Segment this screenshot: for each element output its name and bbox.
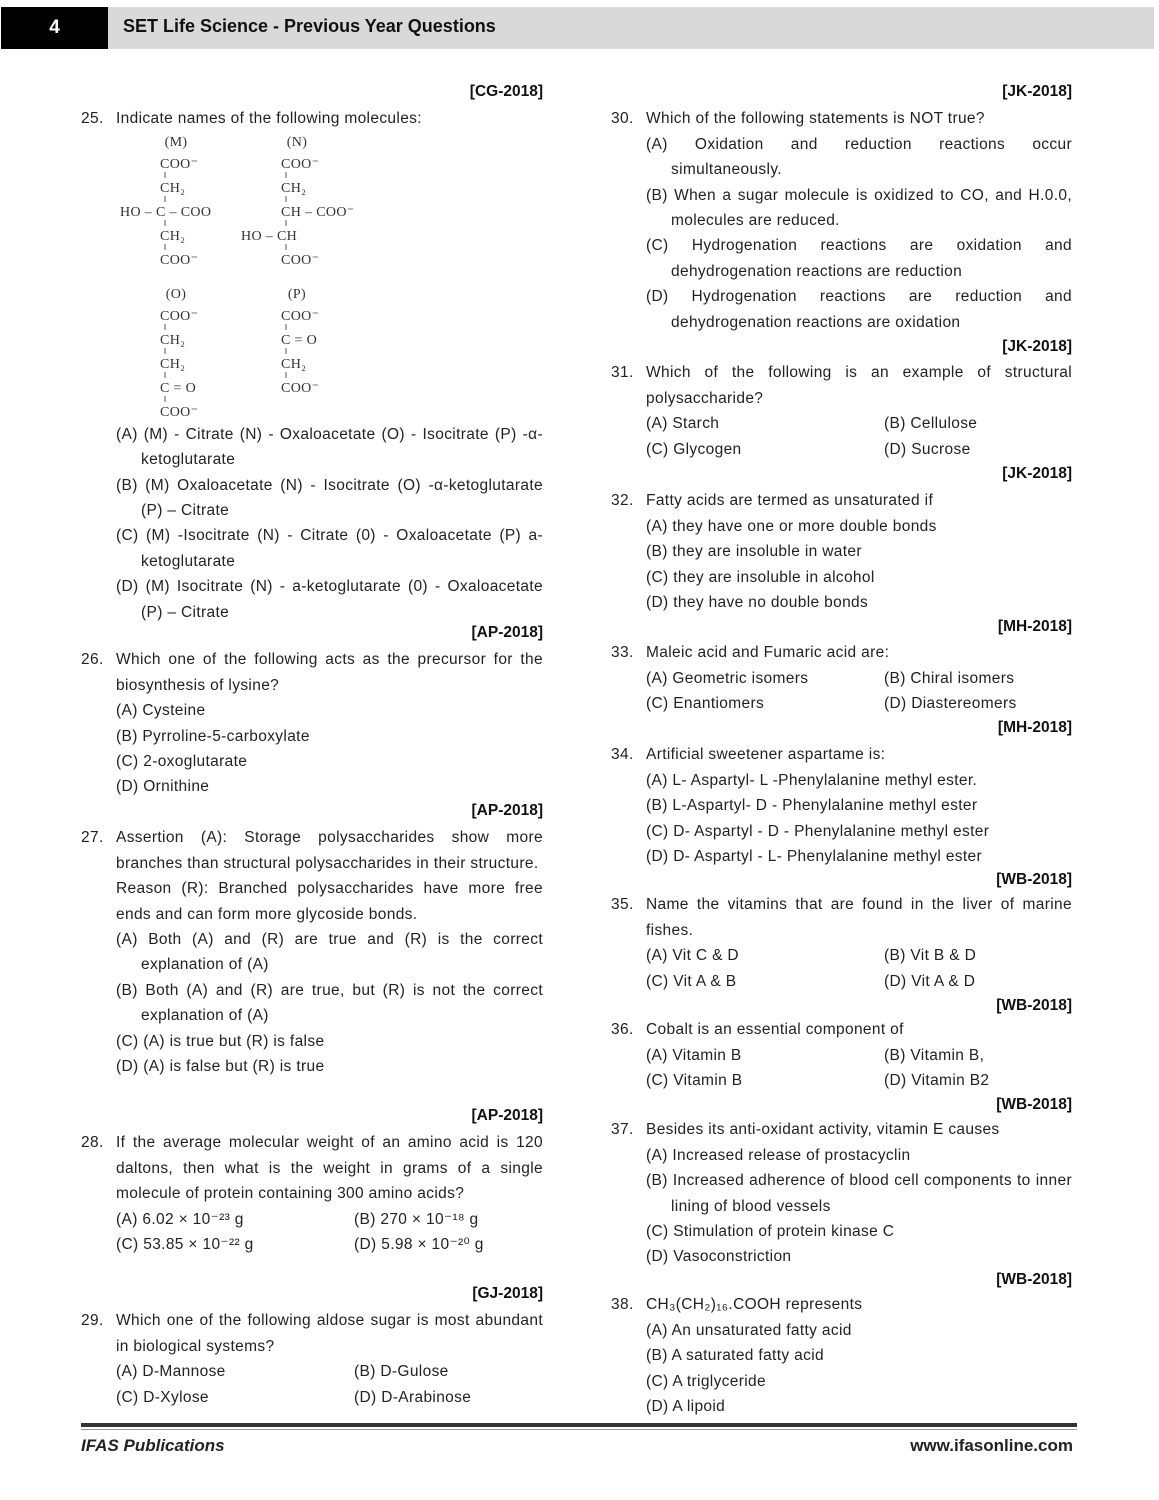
- source-tag: [MH-2018]: [997, 719, 1072, 736]
- options-list: [646, 132, 1072, 335]
- source-tag: [JK-2018]: [1002, 338, 1072, 355]
- question-text: Cobalt is an essential component of: [646, 1021, 904, 1039]
- option-d[interactable]: (D) (M) Isocitrate (N) - a-ketoglutarate (0) - Oxaloacetate (P) – Citrate: [116, 578, 543, 621]
- option-b[interactable]: (B) When a sugar molecule is oxidized to CO, and H.0.0, molecules are reduced.: [646, 186, 1072, 229]
- option-a[interactable]: (A) (M) - Citrate (N) - Oxaloacetate (O) - Isocitrate (P) -α-ketoglutarate: [116, 425, 543, 469]
- question-text: Which one of the following aldose sugar is most abundant in biological systems?: [116, 1312, 543, 1355]
- option-b[interactable]: (B) they are insoluble in water: [646, 543, 862, 561]
- question-number: 26.: [81, 651, 104, 669]
- options-list: [646, 411, 1072, 462]
- option-b[interactable]: (B) Increased adherence of blood cell components to inner lining of blood vessels: [646, 1172, 1072, 1215]
- molecule-group: COO⁻: [281, 308, 320, 324]
- option-b[interactable]: (B) A saturated fatty acid: [646, 1347, 824, 1365]
- reason-text: Reason (R): Branched polysaccharides have more free ends and can form more glycoside bonds.: [116, 880, 543, 923]
- source-tag: [AP-2018]: [471, 624, 543, 641]
- option-c[interactable]: (C) A triglyceride: [646, 1372, 766, 1390]
- question-body: [646, 742, 1072, 869]
- question-body: [116, 1308, 543, 1410]
- question-text: Indicate names of the following molecules:: [116, 110, 422, 128]
- footer-divider-thin: [81, 1429, 1077, 1430]
- option-d[interactable]: (D) Ornithine: [116, 778, 210, 796]
- question-body: [116, 106, 543, 625]
- source-tag: [AP-2018]: [471, 1107, 543, 1124]
- source-tag: [CG-2018]: [469, 83, 543, 100]
- option-d[interactable]: (D) A lipoid: [646, 1397, 726, 1415]
- question-37: [611, 1117, 1072, 1269]
- option-d[interactable]: (D) D-Arabinose: [354, 1388, 472, 1406]
- question-body: [646, 892, 1072, 994]
- option-c[interactable]: (C) D-Xylose: [116, 1388, 209, 1406]
- question-number: 25.: [81, 110, 104, 128]
- molecule-group: CH₂: [160, 332, 186, 348]
- question-27: [81, 825, 543, 1079]
- option-c[interactable]: (C) they are insoluble in alcohol: [646, 568, 875, 586]
- question-body: [646, 488, 1072, 615]
- options-list: [116, 927, 543, 1079]
- source-tag: [WB-2018]: [996, 871, 1072, 888]
- option-a[interactable]: (A) Oxidation and reduction reactions occur simultaneously.: [646, 135, 1072, 179]
- molecule-group: COO⁻: [160, 156, 199, 172]
- question-text: Maleic acid and Fumaric acid are:: [646, 644, 890, 662]
- question-31: [611, 360, 1072, 462]
- options-list: [646, 1143, 1072, 1270]
- question-32: [611, 488, 1072, 615]
- option-d[interactable]: (D) D- Aspartyl - L- Phenylalanine methyl ester: [646, 847, 983, 865]
- source-tag: [WB-2018]: [996, 1096, 1072, 1113]
- source-tag: [JK-2018]: [1002, 465, 1072, 482]
- molecule-group: CH₂: [160, 228, 186, 244]
- page-title: SET Life Science - Previous Year Questions: [123, 16, 496, 36]
- question-number: 33.: [611, 644, 634, 662]
- source-tag: [WB-2018]: [996, 1271, 1072, 1288]
- option-c[interactable]: (C) Stimulation of protein kinase C: [646, 1222, 895, 1240]
- question-body: [116, 825, 543, 1079]
- question-body: [646, 360, 1072, 462]
- question-33: [611, 640, 1072, 716]
- question-29: [81, 1308, 543, 1410]
- page-number: 4: [1, 7, 108, 49]
- options-list: [646, 666, 1072, 717]
- option-d[interactable]: (D) they have no double bonds: [646, 593, 869, 611]
- options-list: [646, 768, 1072, 870]
- option-d[interactable]: (D) Vasoconstriction: [646, 1248, 792, 1266]
- option-a[interactable]: (A) Vitamin B: [646, 1046, 742, 1064]
- question-body: [646, 1292, 1072, 1419]
- question-28: [81, 1130, 543, 1257]
- options-list: [116, 698, 543, 800]
- question-26: [81, 647, 543, 799]
- question-text: Artificial sweetener aspartame is:: [646, 746, 886, 764]
- question-number: 30.: [611, 110, 634, 128]
- question-text: Name the vitamins that are found in the liver of marine fishes.: [646, 896, 1072, 939]
- question-30: [611, 106, 1072, 335]
- molecule-label: (N): [286, 134, 308, 150]
- question-text: CH₃(CH₂)₁₆.COOH represents: [646, 1296, 863, 1314]
- question-number: 37.: [611, 1121, 634, 1139]
- options-list: [646, 943, 1072, 994]
- option-a[interactable]: (A) Starch: [646, 415, 720, 433]
- option-b[interactable]: (B) 270 × 10⁻¹⁸ g: [354, 1210, 479, 1228]
- option-c[interactable]: (C) (A) is true but (R) is false: [116, 1032, 325, 1050]
- molecule-group: COO⁻: [281, 252, 320, 268]
- option-a[interactable]: (A) An unsaturated fatty acid: [646, 1321, 852, 1339]
- option-a[interactable]: (A) Vit C & D: [646, 947, 739, 965]
- question-35: [611, 892, 1072, 994]
- question-36: [611, 1017, 1072, 1093]
- footer-publisher: IFAS Publications: [81, 1436, 225, 1455]
- molecule-group: C = O: [281, 332, 318, 348]
- option-b[interactable]: (B) Both (A) and (R) are true, but (R) is not the correct explanation of (A): [116, 981, 543, 1025]
- molecule-group: COO⁻: [281, 156, 320, 172]
- option-d[interactable]: (D) Diastereomers: [884, 695, 1017, 713]
- molecule-group: COO⁻: [160, 404, 199, 420]
- question-number: 28.: [81, 1134, 104, 1152]
- question-38: [611, 1292, 1072, 1419]
- question-number: 31.: [611, 364, 634, 382]
- option-a[interactable]: (A) D-Mannose: [116, 1363, 226, 1381]
- option-d[interactable]: (D) Vit A & D: [884, 972, 976, 990]
- question-text: Which of the following is an example of structural polysaccharide?: [646, 364, 1072, 407]
- option-c[interactable]: (C) Glycogen: [646, 440, 742, 458]
- question-number: 29.: [81, 1312, 104, 1330]
- source-tag: [WB-2018]: [996, 997, 1072, 1014]
- molecule-group: COO⁻: [160, 308, 199, 324]
- source-tag: [GJ-2018]: [472, 1285, 543, 1302]
- option-c[interactable]: (C) Vitamin B: [646, 1072, 743, 1090]
- option-a[interactable]: (A) Both (A) and (R) are true and (R) is the correct explanation of (A): [116, 930, 543, 974]
- molecule-group: COO⁻: [160, 252, 199, 268]
- option-b[interactable]: (B) (M) Oxaloacetate (N) - Isocitrate (O) -α-ketoglutarate (P) – Citrate: [116, 476, 543, 519]
- question-body: [646, 640, 1072, 716]
- molecule-group: HO – C – COO: [120, 204, 212, 220]
- molecule-label: (O): [165, 286, 187, 302]
- question-number: 38.: [611, 1296, 634, 1314]
- option-b[interactable]: (B) L-Aspartyl- D - Phenylalanine methyl ester: [646, 797, 978, 815]
- question-number: 35.: [611, 896, 634, 914]
- molecule-group: C = O: [160, 380, 197, 396]
- option-c[interactable]: (C) Enantiomers: [646, 695, 765, 713]
- molecule-group: COO⁻: [281, 380, 320, 396]
- option-a[interactable]: (A) 6.02 × 10⁻²³ g: [116, 1210, 244, 1228]
- footer-divider: [81, 1423, 1077, 1427]
- option-b[interactable]: (B) D-Gulose: [354, 1363, 449, 1381]
- question-number: 34.: [611, 746, 634, 764]
- option-a[interactable]: (A) Cysteine: [116, 702, 206, 720]
- question-text: Assertion (A): Storage polysaccharides show more branches than structural polysaccharides in their structure.: [116, 829, 543, 872]
- option-b[interactable]: (B) Pyrroline-5-carboxylate: [116, 727, 310, 745]
- options-list: [646, 1043, 1072, 1094]
- option-a[interactable]: (A) L- Aspartyl- L -Phenylalanine methyl ester.: [646, 771, 978, 789]
- molecule-label: (P): [287, 286, 307, 302]
- options-list: [646, 1318, 1072, 1420]
- option-b[interactable]: (B) Cellulose: [884, 415, 978, 433]
- molecule-group: CH₂: [160, 356, 186, 372]
- options-list: [116, 1207, 543, 1258]
- molecule-structures: [81, 126, 381, 426]
- options-list: [646, 514, 1072, 616]
- option-d[interactable]: (D) Vitamin B2: [884, 1072, 990, 1090]
- question-body: [116, 647, 543, 799]
- option-d[interactable]: (D) (A) is false but (R) is true: [116, 1057, 325, 1075]
- source-tag: [MH-2018]: [997, 618, 1072, 635]
- source-tag: [JK-2018]: [1002, 83, 1072, 100]
- molecule-group: CH – COO⁻: [281, 204, 355, 220]
- molecule-group: CH₂: [160, 180, 186, 196]
- question-number: 27.: [81, 829, 104, 847]
- option-d[interactable]: (D) Sucrose: [884, 440, 971, 458]
- options-list: [116, 422, 543, 625]
- option-c[interactable]: (C) Vit A & B: [646, 972, 737, 990]
- question-text: Fatty acids are termed as unsaturated if: [646, 492, 934, 510]
- source-tag: [AP-2018]: [471, 802, 543, 819]
- option-c[interactable]: (C) (M) -Isocitrate (N) - Citrate (0) - Oxaloacetate (P) a-ketoglutarate: [116, 527, 543, 570]
- molecule-group: CH₂: [281, 356, 307, 372]
- molecule-figure: [81, 132, 543, 422]
- option-a[interactable]: (A) Increased release of prostacyclin: [646, 1146, 911, 1164]
- molecule-group: HO – CH: [241, 228, 298, 244]
- question-25: [81, 106, 543, 625]
- option-c[interactable]: (C) Hydrogenation reactions are oxidation and dehydrogenation reactions are reduction: [646, 237, 1072, 280]
- question-body: [116, 1130, 543, 1257]
- question-text: Which of the following statements is NOT true?: [646, 110, 985, 128]
- option-b[interactable]: (B) Vitamin B,: [884, 1046, 985, 1064]
- option-a[interactable]: (A) they have one or more double bonds: [646, 517, 937, 535]
- option-b[interactable]: (B) Vit B & D: [884, 947, 977, 965]
- option-b[interactable]: (B) Chiral isomers: [884, 669, 1015, 687]
- molecule-label: (M): [164, 134, 188, 150]
- option-c[interactable]: (C) 2-oxoglutarate: [116, 752, 248, 770]
- footer-website[interactable]: www.ifasonline.com: [910, 1436, 1073, 1455]
- option-d[interactable]: (D) Hydrogenation reactions are reduction and dehydrogenation reactions are oxidation: [646, 288, 1072, 331]
- question-number: 32.: [611, 492, 634, 510]
- options-list: [116, 1359, 543, 1410]
- option-c[interactable]: (C) D- Aspartyl - D - Phenylalanine methyl ester: [646, 822, 990, 840]
- option-a[interactable]: (A) Geometric isomers: [646, 669, 809, 687]
- question-body: [646, 106, 1072, 335]
- question-number: 36.: [611, 1021, 634, 1039]
- option-c[interactable]: (C) 53.85 × 10⁻²² g: [116, 1235, 254, 1253]
- question-body: [646, 1017, 1072, 1093]
- molecule-group: CH₂: [281, 180, 307, 196]
- question-text: Besides its anti-oxidant activity, vitamin E causes: [646, 1121, 1000, 1139]
- question-text: If the average molecular weight of an amino acid is 120 daltons, then what is the weight in grams of a single molecule of protein containing 300 amino acids?: [116, 1134, 543, 1203]
- question-34: [611, 742, 1072, 869]
- option-d[interactable]: (D) 5.98 × 10⁻²⁰ g: [354, 1235, 484, 1253]
- question-body: [646, 1117, 1072, 1269]
- question-text: Which one of the following acts as the precursor for the biosynthesis of lysine?: [116, 651, 543, 694]
